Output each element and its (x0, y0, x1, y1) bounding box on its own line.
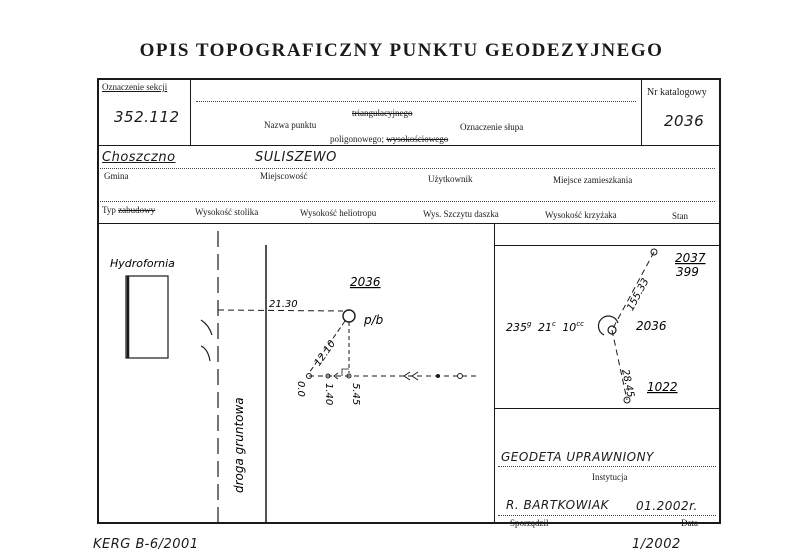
point-type-polygon: poligonowego; (330, 134, 384, 144)
orientation-sketch (494, 245, 719, 408)
angle-cc: 10 (562, 321, 577, 334)
dist-28-45: 28.45 (619, 368, 636, 399)
road-label: droga gruntowa (232, 397, 246, 493)
angle-c-unit: c (551, 320, 556, 328)
point-type-line2 (330, 134, 448, 144)
section-label: Oznaczenie sekcji (102, 82, 168, 92)
pb-label: p/b (364, 313, 384, 327)
road-mark-2 (201, 346, 210, 361)
point-type-height: wysokościowego (386, 134, 449, 144)
angle-g-unit: g (527, 320, 532, 328)
num-140-label: 1.40 (323, 383, 334, 406)
zero-label: 0.0 (295, 381, 306, 397)
center-point-label: 2036 (636, 319, 667, 333)
angle-deg (506, 316, 584, 334)
miejscowosc-label: Miejscowość (260, 171, 308, 181)
point-2037-label: 2037 (675, 251, 706, 265)
gmina-label: Gmina (104, 171, 129, 181)
topographic-sketch (98, 223, 494, 522)
form-code: KERG B-6/2001 (93, 537, 199, 552)
dist-5-45: 5.45 (350, 383, 361, 406)
stan-label: Stan (672, 211, 689, 221)
zamieszkanie-label: Miejsce zamieszkania (553, 175, 633, 185)
document-title: OPIS TOPOGRAFICZNY PUNKTU GEODEZYJNEGO (139, 40, 664, 61)
point-type-triangulation: triangulacyjnego (352, 108, 413, 118)
point-2036-marker (343, 310, 355, 322)
section-value: 352.112 (114, 108, 180, 126)
pillar-label: Oznaczenie słupa (460, 122, 524, 132)
typ-label (102, 205, 155, 215)
dist-12-10: 12.10 (312, 338, 339, 369)
miejscowosc-value: SULISZEWO (255, 150, 337, 165)
stolik-label: Wysokość stolika (195, 207, 259, 217)
point-2036-label: 2036 (350, 275, 381, 289)
institution-label: Instytucja (592, 472, 628, 482)
point-name-label: Nazwa punktu (264, 120, 317, 130)
road-mark-1 (201, 320, 212, 335)
author-label: Sporządził (510, 518, 549, 528)
catalog-label: Nr katalogowy (647, 87, 707, 98)
typ-text: Typ (102, 205, 116, 215)
uzytkownik-label: Użytkownik (428, 174, 473, 184)
building-hydrofornia (126, 276, 168, 358)
date-label: Data (681, 518, 698, 528)
angle-g: 235 (506, 321, 527, 334)
hydrofornia-label: Hydrofornia (110, 257, 175, 270)
point-1022-label: 1022 (647, 380, 678, 394)
dimension-21-30 (218, 310, 343, 311)
date-value: 01.2002r. (636, 499, 698, 513)
gmina-value: Choszczno (102, 150, 176, 165)
author-value: R. BARTKOWIAK (506, 498, 610, 512)
dist-21-30: 21.30 (269, 299, 298, 310)
szczyt-label: Wys. Szczytu daszka (423, 209, 499, 219)
krzyzak-label: Wysokość krzyżaka (545, 210, 617, 220)
typ-strike: zabudowy (118, 205, 156, 215)
page-number: 1/2002 (632, 537, 681, 552)
catalog-value: 2036 (664, 112, 705, 130)
institution-value: GEODETA UPRAWNIONY (501, 450, 654, 464)
dist-155-33: 155.33 (625, 276, 652, 313)
heliotrop-label: Wysokość heliotropu (300, 208, 377, 218)
point-399-label: 399 (676, 265, 699, 279)
angle-cc-unit: cc (576, 320, 585, 328)
angle-c: 21 (537, 321, 552, 334)
